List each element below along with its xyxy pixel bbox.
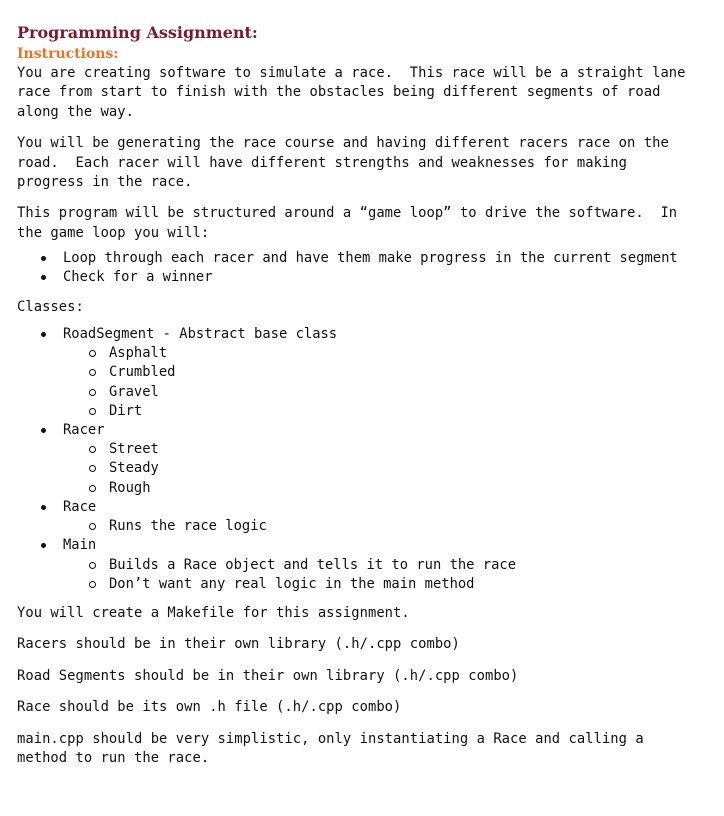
race-requirement: Race should be its own .h file (.h/.cpp combo) [17, 699, 402, 716]
bullet-icon [41, 428, 46, 433]
circle-bullet-icon [89, 389, 96, 396]
circle-bullet-icon [89, 523, 96, 530]
class-item-racer: Racer Street Steady Rough [17, 421, 724, 498]
list-item: Street [63, 440, 724, 459]
makefile-requirement: You will create a Makefile for this assignment. [17, 604, 410, 621]
circle-bullet-icon [89, 562, 96, 569]
intro-paragraph-1: You are creating software to simulate a race. This race will be a straight lane race from start to finish with the obstacles being different segments of road along the way. [17, 65, 686, 120]
bullet-icon [41, 332, 46, 337]
circle-bullet-icon [89, 446, 96, 453]
class-item-race: Race Runs the race logic [17, 498, 724, 536]
bullet-icon [41, 275, 46, 280]
intro-paragraph-2: You will be generating the race course and having different racers race on the road. Each racer will have different strengths and weaknesses for making progress in the race. [17, 135, 669, 191]
sublist [63, 344, 724, 421]
circle-bullet-icon [89, 408, 96, 415]
list-item: Rough [63, 479, 724, 498]
bullet-icon [41, 256, 46, 261]
list-item: Check for a winner [17, 268, 724, 287]
list-item: Loop through each racer and have them make progress in the current segment [17, 249, 724, 268]
circle-bullet-icon [89, 465, 96, 472]
class-item-roadsegment: RoadSegment - Abstract base class Asphalt Crumbled Gravel Dirt [17, 325, 724, 421]
circle-bullet-icon [89, 581, 96, 588]
bullet-icon [41, 505, 46, 510]
sublist [63, 517, 724, 536]
main-requirement: main.cpp should be very simplistic, only instantiating a Race and calling a method to run the race. [17, 730, 644, 766]
list-item: Crumbled [63, 363, 724, 382]
game-loop-list [17, 249, 724, 287]
intro-paragraph-3: This program will be structured around a “game loop” to drive the software. In the game loop you will: [17, 205, 678, 241]
circle-bullet-icon [89, 350, 96, 357]
list-item: Don’t want any real logic in the main method [63, 575, 724, 594]
circle-bullet-icon [89, 369, 96, 376]
list-item: Asphalt [63, 344, 724, 363]
bullet-icon [41, 543, 46, 548]
list-item: Gravel [63, 383, 724, 402]
page-title: Programming Assignment: [17, 23, 258, 42]
racers-requirement: Racers should be in their own library (.h/.cpp combo) [17, 636, 460, 653]
classes-list [17, 325, 724, 594]
classes-heading: Classes: [17, 298, 84, 315]
list-item: Dirt [63, 402, 724, 421]
circle-bullet-icon [89, 485, 96, 492]
class-item-main: Main Builds a Race object and tells it to run the race Don’t want any real logic in the main method [17, 536, 724, 594]
list-item: Builds a Race object and tells it to run the race [63, 556, 724, 575]
road-segments-requirement: Road Segments should be in their own library (.h/.cpp combo) [17, 667, 519, 684]
sublist [63, 556, 724, 594]
list-item: Runs the race logic [63, 517, 724, 536]
sublist [63, 440, 724, 498]
list-item: Steady [63, 459, 724, 478]
instructions-heading: Instructions: [17, 46, 119, 62]
